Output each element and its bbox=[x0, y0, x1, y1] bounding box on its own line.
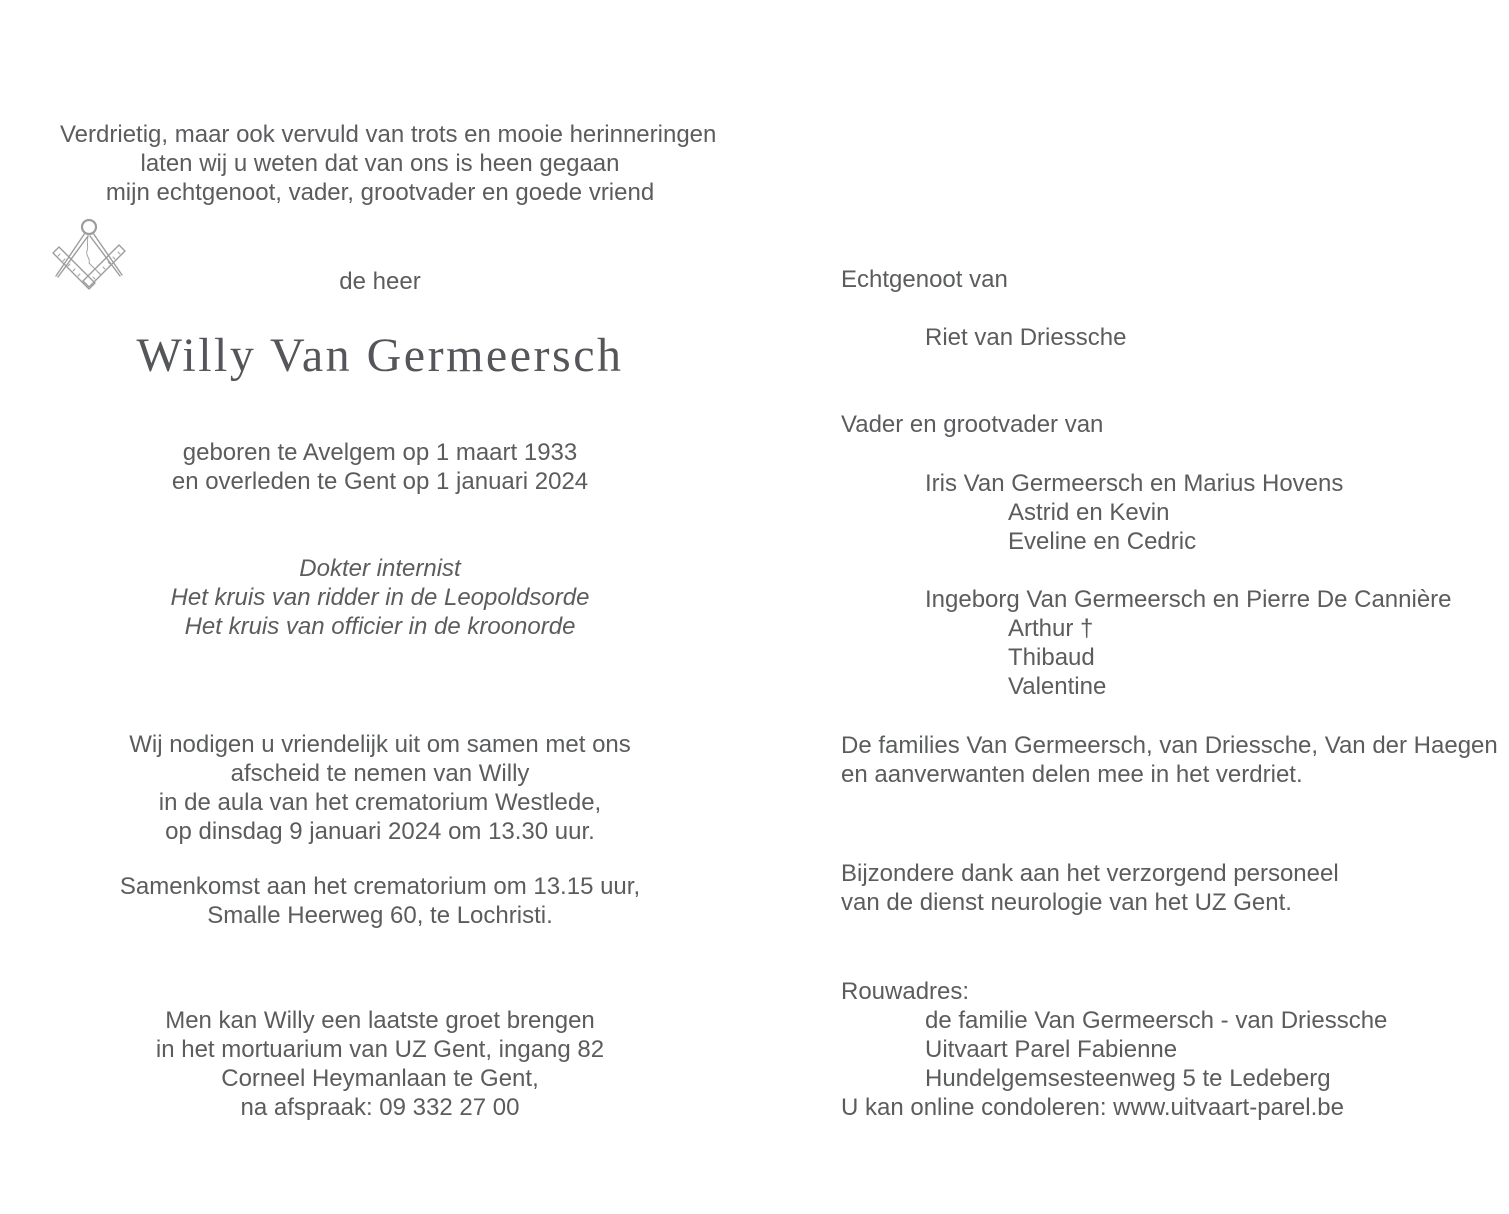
mourning-address-block bbox=[841, 977, 1501, 1122]
farewell-line: na afspraak: 09 332 27 00 bbox=[240, 1094, 520, 1121]
children-label: Vader en grootvader van bbox=[841, 411, 1104, 438]
family2-child: Thibaud bbox=[1008, 644, 1095, 671]
intro-line: mijn echtgenoot, vader, grootvader en goede vriend bbox=[105, 179, 655, 206]
title-line: Dokter internist bbox=[299, 555, 461, 582]
thanks-line: van de dienst neurologie van het UZ Gent. bbox=[841, 889, 1292, 916]
invitation-block bbox=[60, 730, 700, 846]
families-line: en aanverwanten delen mee in het verdriet. bbox=[841, 761, 1303, 788]
gathering-block bbox=[60, 872, 700, 930]
family1-child: Astrid en Kevin bbox=[1008, 499, 1170, 526]
gathering-line: Samenkomst aan het crematorium om 13.15 uur, bbox=[119, 873, 641, 900]
farewell-line: Men kan Willy een laatste groet brengen bbox=[165, 1007, 595, 1034]
invitation-line: in de aula van het crematorium Westlede, bbox=[158, 789, 602, 816]
invitation-line: Wij nodigen u vriendelijk uit om samen met ons bbox=[129, 731, 631, 758]
deceased-name: Willy Van Germeersch bbox=[136, 329, 624, 382]
intro-message bbox=[60, 120, 717, 207]
ceremony-datetime-line: op dinsdag 9 januari 2024 om 13.30 uur. bbox=[165, 818, 595, 845]
birth-line: geboren te Avelgem op 1 maart 1933 bbox=[182, 439, 578, 466]
family2-parents: Ingeborg Van Germeersch en Pierre De Cannière bbox=[925, 586, 1452, 613]
title-line: Het kruis van officier in de kroonorde bbox=[184, 613, 576, 640]
thanks-line: Bijzondere dank aan het verzorgend personeel bbox=[841, 860, 1339, 887]
title-line: Het kruis van ridder in de Leopoldsorde bbox=[170, 584, 590, 611]
gathering-line: Smalle Heerweg 60, te Lochristi. bbox=[207, 902, 553, 929]
family2-child: Valentine bbox=[1008, 673, 1107, 700]
families-block bbox=[841, 731, 1501, 789]
titles-block bbox=[60, 554, 700, 641]
family2-child: Arthur † bbox=[1008, 615, 1094, 642]
death-line: en overleden te Gent op 1 januari 2024 bbox=[171, 468, 589, 495]
mourning-address-label: Rouwadres: bbox=[841, 978, 970, 1005]
farewell-block bbox=[60, 1006, 700, 1122]
mourning-address-line: Uitvaart Parel Fabienne bbox=[925, 1036, 1178, 1063]
salutation: de heer bbox=[339, 268, 421, 295]
family1-parents: Iris Van Germeersch en Marius Hovens bbox=[925, 470, 1344, 497]
invitation-line: afscheid te nemen van Willy bbox=[230, 760, 530, 787]
spacer bbox=[841, 556, 1501, 585]
farewell-line: in het mortuarium van UZ Gent, ingang 82 bbox=[155, 1036, 605, 1063]
intro-line: laten wij u weten dat van ons is heen gegaan bbox=[140, 150, 620, 177]
intro-line: Verdrietig, maar ook vervuld van trots en mooie herinneringen bbox=[60, 121, 717, 148]
condolence-line: U kan online condoleren: www.uitvaart-parel.be bbox=[841, 1094, 1344, 1121]
birth-death-block bbox=[60, 438, 700, 496]
mourning-address-line: de familie Van Germeersch - van Driessche bbox=[925, 1007, 1388, 1034]
family1-child: Eveline en Cedric bbox=[1008, 528, 1197, 555]
children-section bbox=[841, 469, 1501, 701]
families-line: De families Van Germeersch, van Driessche, Van der Haegen bbox=[841, 732, 1498, 759]
spouse-name: Riet van Driessche bbox=[925, 324, 1127, 351]
mourning-address-line: Hundelgemsesteenweg 5 te Ledeberg bbox=[925, 1065, 1331, 1092]
farewell-line: Corneel Heymanlaan te Gent, bbox=[221, 1065, 539, 1092]
thanks-block bbox=[841, 859, 1501, 917]
spouse-label: Echtgenoot van bbox=[841, 266, 1008, 293]
